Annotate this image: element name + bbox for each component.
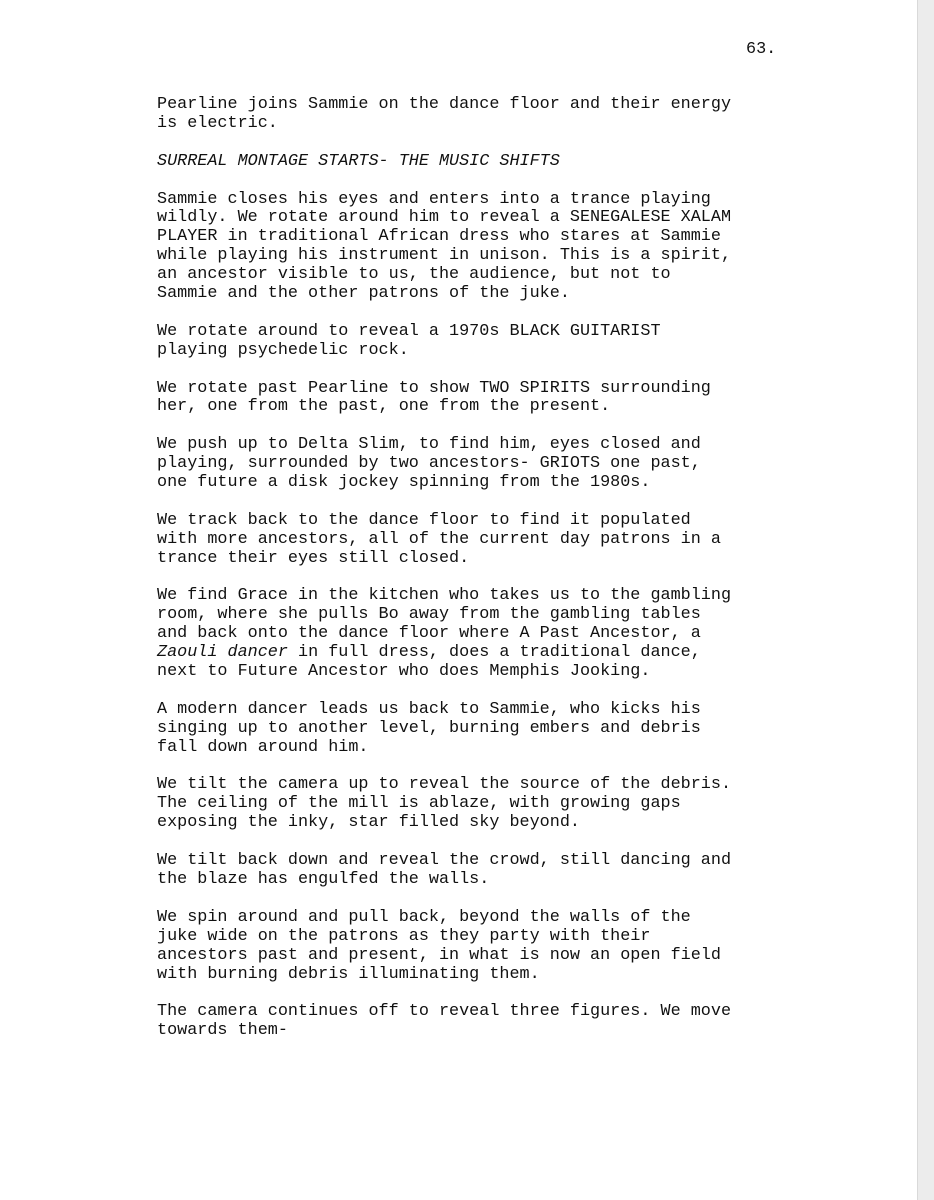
- scene-transition: [157, 153, 797, 172]
- action-paragraph: [157, 1003, 797, 1041]
- script-line: Sammie closes his eyes and enters into a trance playing: [157, 189, 711, 209]
- italic-term: Zaouli dancer: [157, 643, 288, 663]
- script-line: one future a disk jockey spinning from the 1980s.: [157, 473, 651, 493]
- script-line: wildly. We rotate around him to reveal a SENEGALESE XALAM: [157, 208, 732, 228]
- script-line: the blaze has engulfed the walls.: [157, 870, 490, 889]
- script-line: The ceiling of the mill is ablaze, with growing gaps: [157, 794, 681, 814]
- script-line: PLAYER in traditional African dress who stares at Sammie: [157, 227, 721, 247]
- action-paragraph: [157, 701, 797, 758]
- script-line: [157, 644, 797, 663]
- script-line: her, one from the past, one from the present.: [157, 397, 611, 417]
- script-body: [157, 96, 797, 1060]
- action-paragraph: [157, 436, 797, 493]
- script-line: Sammie and the other patrons of the juke.: [157, 284, 570, 304]
- action-paragraph: [157, 909, 797, 985]
- script-line: SURREAL MONTAGE STARTS- THE MUSIC SHIFTS: [157, 151, 560, 171]
- script-line: Pearline joins Sammie on the dance floor and their energy: [157, 95, 732, 114]
- script-line: trance their eyes still closed.: [157, 548, 470, 568]
- script-line: towards them-: [157, 1021, 288, 1041]
- script-line: We push up to Delta Slim, to find him, eyes closed and: [157, 435, 701, 455]
- script-line: singing up to another level, burning embers and debris: [157, 718, 701, 738]
- action-paragraph: [157, 191, 797, 304]
- script-line: playing, surrounded by two ancestors- GRIOTS one past,: [157, 454, 701, 474]
- action-paragraph: [157, 776, 797, 833]
- script-line: an ancestor visible to us, the audience, but not to: [157, 265, 671, 285]
- script-line: exposing the inky, star filled sky beyond.: [157, 813, 580, 833]
- script-line: We track back to the dance floor to find it populated: [157, 510, 691, 530]
- script-line: We tilt the camera up to reveal the source of the debris.: [157, 775, 732, 795]
- script-line: We find Grace in the kitchen who takes us to the gambling: [157, 586, 732, 606]
- script-line: and back onto the dance floor where A Past Ancestor, a: [157, 624, 701, 644]
- script-line: fall down around him.: [157, 737, 369, 757]
- script-line: next to Future Ancestor who does Memphis Jooking.: [157, 662, 651, 682]
- script-line: We spin around and pull back, beyond the walls of the: [157, 907, 691, 927]
- script-line: playing psychedelic rock.: [157, 340, 409, 360]
- action-paragraph: [157, 380, 797, 418]
- script-line: room, where she pulls Bo away from the gambling tables: [157, 605, 701, 625]
- action-paragraph: [157, 852, 797, 890]
- line-text: in full dress, does a traditional dance,: [287, 643, 701, 663]
- script-line: We rotate around to reveal a 1970s BLACK GUITARIST: [157, 321, 661, 341]
- script-line: while playing his instrument in unison. This is a spirit,: [157, 246, 732, 266]
- action-paragraph: [157, 587, 797, 682]
- script-line: We rotate past Pearline to show TWO SPIRITS surrounding: [157, 378, 711, 398]
- script-line: The camera continues off to reveal three figures. We move: [157, 1002, 732, 1022]
- script-line: with burning debris illuminating them.: [157, 964, 540, 984]
- page-edge: [917, 0, 934, 1200]
- script-line: juke wide on the patrons as they party with their: [157, 926, 651, 946]
- script-line: A modern dancer leads us back to Sammie, who kicks his: [157, 699, 701, 719]
- action-paragraph: [157, 96, 797, 134]
- script-line: We tilt back down and reveal the crowd, still dancing and: [157, 851, 732, 871]
- script-line: with more ancestors, all of the current day patrons in a: [157, 529, 721, 549]
- page-number: 63.: [746, 40, 777, 59]
- action-paragraph: [157, 512, 797, 569]
- script-line: is electric.: [157, 113, 278, 133]
- action-paragraph: [157, 323, 797, 361]
- script-line: ancestors past and present, in what is now an open field: [157, 945, 721, 965]
